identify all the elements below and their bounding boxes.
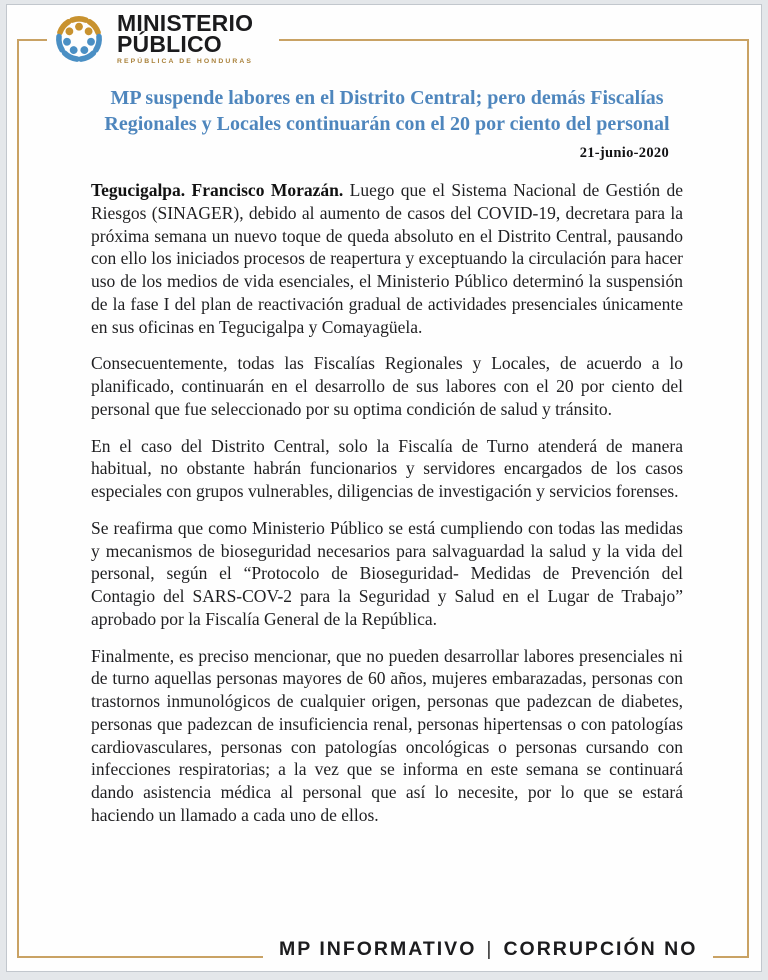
logo-block bbox=[47, 7, 279, 75]
ministerio-publico-logo bbox=[51, 11, 107, 67]
footer-mp-informativo: MP INFORMATIVO bbox=[279, 938, 477, 960]
paragraph-1-dateline: Tegucigalpa. Francisco Morazán. bbox=[91, 180, 344, 200]
article-body bbox=[91, 179, 683, 841]
article-title: MP suspende labores en el Distrito Central; pero demás Fiscalías Regionales y Locales continuarán con el 20 por ciento del personal bbox=[104, 87, 670, 136]
logo-text bbox=[117, 9, 254, 66]
paragraph-5: Finalmente, es preciso mencionar, que no pueden desarrollar labores presenciales ni de turno aquellas personas mayores de 60 años, mujeres embarazadas, personas con trastornos inmunológicos de cualquier origen, personas que padezcan de diabetes, personas que padezcan de insuficiencia renal, personas hipertensas o con patologías cardiovasculares, personas con patologías oncológicas o personas cursando con infecciones respiratorias; a la vez que se informa en este semana se continuará dando asistencia médica al personal que así lo necesite, por lo que se estará haciendo un llamado a cada uno de ellos. bbox=[91, 645, 683, 825]
document-page bbox=[6, 4, 762, 972]
footer-corrupcion-no: CORRUPCIÓN NO bbox=[503, 938, 698, 960]
article-date: 21-junio-2020 bbox=[579, 145, 669, 161]
logo-title-line1: MINISTERIO bbox=[117, 9, 254, 36]
paragraph-2: Consecuentemente, todas las Fiscalías Regionales y Locales, de acuerdo a lo planificado, continuarán en el desarrollo de sus labores con el 20 por ciento del personal que fue seleccionado por su optima condición de salud y tránsito. bbox=[91, 353, 683, 419]
paragraph-3: En el caso del Distrito Central, solo la Fiscalía de Turno atenderá de manera habitual, no obstante habrán funcionarios y servidores encargados de los casos especiales con grupos vulnerables, diligencias de investigación y servicios forenses. bbox=[91, 435, 683, 501]
logo-subtitle: REPÚBLICA DE HONDURAS bbox=[117, 58, 253, 66]
footer-separator: | bbox=[486, 938, 494, 960]
paragraph-1-text: Luego que el Sistema Nacional de Gestión de Riesgos (SINAGER), debido al aumento de casos del COVID-19, decretara para la próxima semana un nuevo toque de queda absoluto en el Distrito Central, pausando con ello los iniciados procesos de reapertura y exceptuando la circulación para hacer uso de los medios de vida esenciales, el Ministerio Público determinó la suspensión de la fase I del plan de reactivación gradual de actividades presenciales únicamente en sus oficinas en Tegucigalpa y Comayagüela. bbox=[91, 180, 683, 337]
paragraph-4: Se reafirma que como Ministerio Público se está cumpliendo con todas las medidas y mecanismos de bioseguridad necesarios para salvaguardad la salud y la vida del personal, según el “Protocolo de Bioseguridad- Medidas de Prevención del Contagio del SARS-COV-2 para la Seguridad y Salud en el Lugar de Trabajo” aprobado por la Fiscalía General de la República. bbox=[91, 517, 683, 629]
logo-title-line2: PÚBLICO bbox=[117, 31, 222, 57]
footer-banner bbox=[263, 932, 713, 971]
paragraph-1 bbox=[91, 179, 683, 338]
